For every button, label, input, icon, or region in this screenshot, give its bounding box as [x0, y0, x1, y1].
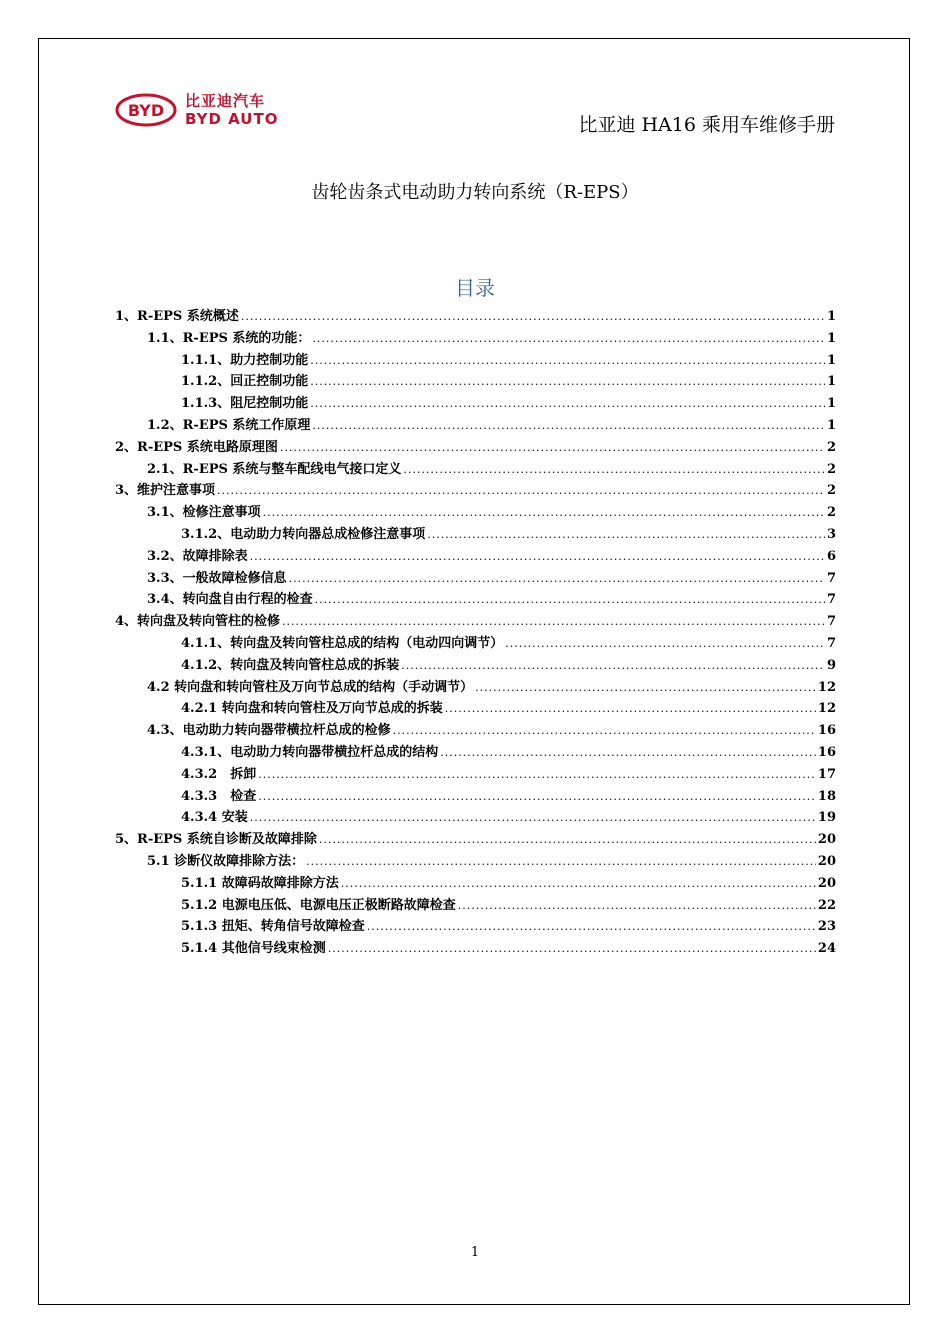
toc-entry[interactable]: [115, 785, 836, 807]
toc-entry-page: 6: [826, 548, 836, 564]
toc-entry[interactable]: [115, 806, 836, 828]
toc-entry-label: 1.1.2、回正控制功能: [181, 374, 309, 390]
toc-leader-dots: [328, 942, 816, 955]
toc-entry[interactable]: [115, 523, 836, 545]
toc-entry[interactable]: [115, 697, 836, 719]
toc-leader-dots: [401, 659, 825, 672]
toc-leader-dots: [258, 768, 816, 781]
toc-leader-dots: [280, 441, 825, 454]
toc-entry[interactable]: [115, 763, 836, 785]
toc-entry-page: 23: [817, 919, 836, 935]
toc-entry-page: 1: [826, 396, 836, 412]
toc-leader-dots: [458, 899, 816, 912]
toc-entry-label: 4.3.1、电动助力转向器带横拉杆总成的结构: [181, 744, 439, 760]
toc-entry-label: 5.1 诊断仪故障排除方法：: [147, 853, 305, 869]
toc-entry-label: 4、转向盘及转向管柱的检修: [115, 614, 281, 630]
toc-entry-label: 3.1、检修注意事项: [147, 505, 261, 521]
toc-entry[interactable]: [115, 894, 836, 916]
byd-logo: [115, 93, 278, 127]
toc-entry-page: 16: [817, 744, 836, 760]
toc-entry-page: 2: [826, 505, 836, 521]
toc-entry-page: 16: [817, 723, 836, 739]
toc-entry[interactable]: [115, 676, 836, 698]
toc-entry[interactable]: [115, 719, 836, 741]
toc-entry-page: 18: [817, 788, 836, 804]
toc-leader-dots: [258, 790, 816, 803]
logo-chinese-text: 比亚迪汽车: [185, 91, 266, 110]
toc-entry-label: 5.1.1 故障码故障排除方法: [181, 875, 339, 891]
toc-leader-dots: [282, 615, 825, 628]
toc-entry[interactable]: [115, 479, 836, 501]
toc-leader-dots: [367, 920, 816, 933]
toc-entry-page: 19: [817, 810, 836, 826]
toc-entry-label: 5.1.2 电源电压低、电源电压正极断路故障检查: [181, 897, 456, 913]
toc-leader-dots: [393, 724, 816, 737]
toc-entry[interactable]: [115, 588, 836, 610]
toc-entry[interactable]: [115, 305, 836, 327]
toc-entry-page: 7: [826, 570, 836, 586]
toc-entry-label: 4.3.3 检查: [181, 788, 257, 804]
toc-entry[interactable]: [115, 567, 836, 589]
toc-entry-page: 20: [817, 875, 836, 891]
toc-leader-dots: [310, 397, 825, 410]
toc-entry-label: 1、R-EPS 系统概述: [115, 309, 239, 324]
toc-leader-dots: [241, 310, 825, 323]
toc-entry-label: 1.1.3、阻尼控制功能: [181, 396, 309, 412]
toc-entry-page: 2: [826, 483, 836, 499]
toc-entry-label: 4.3.2 拆卸: [181, 766, 257, 782]
toc-entry[interactable]: [115, 414, 836, 436]
toc-entry[interactable]: [115, 937, 836, 959]
toc-entry-label: 3.1.2、电动助力转向器总成检修注意事项: [181, 526, 426, 542]
toc-entry-page: 12: [817, 701, 836, 717]
toc-entry-label: 4.1.1、转向盘及转向管柱总成的结构（电动四向调节）: [181, 635, 504, 651]
toc-entry[interactable]: [115, 436, 836, 458]
toc-leader-dots: [440, 746, 816, 759]
toc-leader-dots: [315, 593, 825, 606]
manual-title: 比亚迪 HA16 乘用车维修手册: [578, 114, 835, 136]
logo-mark-text: BYD: [127, 101, 165, 120]
toc-entry-label: 5、R-EPS 系统自诊断及故障排除: [115, 832, 317, 848]
toc-entry[interactable]: [115, 610, 836, 632]
toc-entry-page: 2: [826, 461, 836, 477]
toc-entry[interactable]: [115, 392, 836, 414]
toc-entry-page: 24: [817, 941, 836, 957]
toc-leader-dots: [289, 572, 825, 585]
table-of-contents: [115, 305, 836, 959]
toc-entry[interactable]: [115, 915, 836, 937]
toc-entry-page: 3: [826, 526, 836, 542]
toc-leader-dots: [250, 811, 816, 824]
toc-entry[interactable]: [115, 654, 836, 676]
toc-leader-dots: [341, 877, 816, 890]
toc-entry-page: 7: [826, 614, 836, 630]
toc-entry[interactable]: [115, 850, 836, 872]
toc-entry-label: 3.3、一般故障检修信息: [147, 570, 287, 586]
toc-leader-dots: [475, 681, 816, 694]
toc-entry-page: 1: [826, 374, 836, 390]
page-number: 1: [470, 1245, 480, 1260]
toc-entry-page: 20: [817, 853, 836, 869]
toc-entry[interactable]: [115, 327, 836, 349]
toc-leader-dots: [505, 637, 825, 650]
document-title: 齿轮齿条式电动助力转向系统（R-EPS）: [311, 182, 639, 203]
toc-leader-dots: [427, 528, 825, 541]
toc-entry-page: 7: [826, 635, 836, 651]
toc-entry-label: 4.2.1 转向盘和转向管柱及万向节总成的拆装: [181, 701, 443, 717]
toc-entry-page: 22: [817, 897, 836, 913]
toc-leader-dots: [310, 354, 825, 367]
toc-entry-label: 1.2、R-EPS 系统工作原理: [147, 417, 311, 433]
toc-entry-page: 7: [826, 592, 836, 608]
toc-entry[interactable]: [115, 872, 836, 894]
toc-entry-page: 20: [817, 832, 836, 848]
toc-entry[interactable]: [115, 828, 836, 850]
toc-entry-page: 12: [817, 679, 836, 695]
toc-heading: 目录: [455, 276, 495, 300]
toc-entry[interactable]: [115, 741, 836, 763]
toc-entry[interactable]: [115, 632, 836, 654]
toc-entry-page: 2: [826, 439, 836, 455]
toc-entry-label: 3.4、转向盘自由行程的检查: [147, 592, 313, 608]
toc-leader-dots: [312, 332, 825, 345]
toc-entry[interactable]: [115, 545, 836, 567]
toc-leader-dots: [250, 550, 825, 563]
toc-leader-dots: [445, 702, 816, 715]
toc-entry-label: 1.1.1、助力控制功能: [181, 352, 309, 368]
toc-entry-label: 4.3、电动助力转向器带横拉杆总成的检修: [147, 723, 391, 739]
toc-leader-dots: [306, 855, 816, 868]
toc-entry[interactable]: [115, 370, 836, 392]
toc-entry-label: 4.2 转向盘和转向管柱及万向节总成的结构（手动调节）: [147, 679, 474, 695]
byd-oval-icon: [115, 93, 177, 127]
toc-entry-label: 5.1.4 其他信号线束检测: [181, 941, 326, 957]
toc-entry-page: 17: [817, 766, 836, 782]
toc-entry[interactable]: [115, 458, 836, 480]
toc-entry-label: 4.1.2、转向盘及转向管柱总成的拆装: [181, 657, 400, 673]
toc-entry-label: 2.1、R-EPS 系统与整车配线电气接口定义: [147, 461, 402, 477]
toc-leader-dots: [217, 484, 825, 497]
toc-leader-dots: [312, 419, 825, 432]
toc-entry-page: 9: [826, 657, 836, 673]
toc-entry-label: 3.2、故障排除表: [147, 548, 248, 564]
toc-entry-page: 1: [826, 309, 836, 324]
toc-entry[interactable]: [115, 501, 836, 523]
toc-entry-label: 2、R-EPS 系统电路原理图: [115, 439, 278, 455]
toc-entry[interactable]: [115, 349, 836, 371]
toc-entry-label: 5.1.3 扭矩、转角信号故障检查: [181, 919, 365, 935]
toc-entry-page: 1: [826, 352, 836, 368]
toc-leader-dots: [263, 506, 825, 519]
toc-entry-page: 1: [826, 330, 836, 346]
toc-entry-label: 1.1、R-EPS 系统的功能：: [147, 330, 311, 346]
toc-leader-dots: [403, 463, 825, 476]
toc-leader-dots: [319, 833, 816, 846]
toc-leader-dots: [310, 375, 825, 388]
toc-entry-label: 3、维护注意事项: [115, 483, 216, 499]
toc-entry-page: 1: [826, 417, 836, 433]
logo-english-text: BYD AUTO: [185, 109, 279, 128]
toc-entry-label: 4.3.4 安装: [181, 810, 248, 826]
